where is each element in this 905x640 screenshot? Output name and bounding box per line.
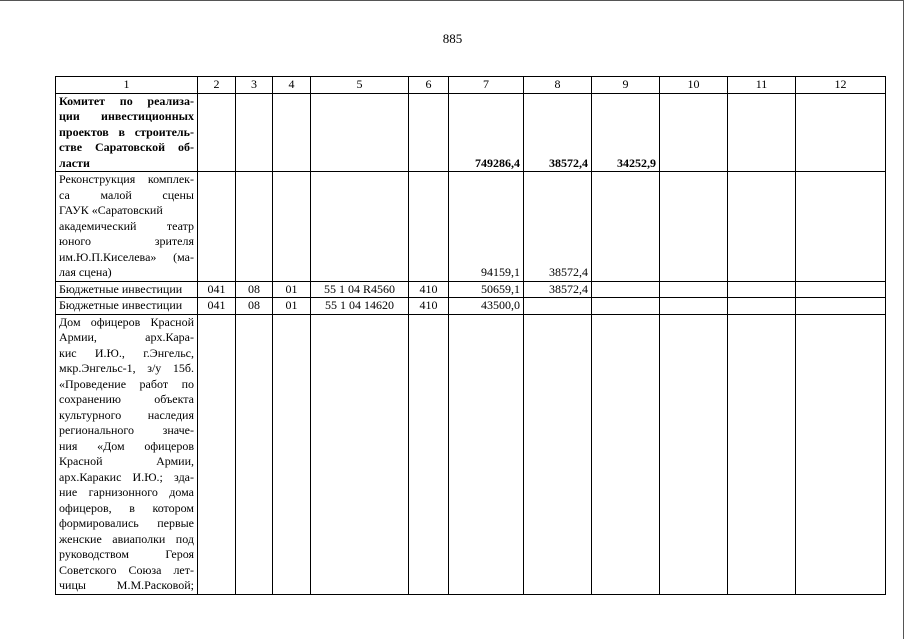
table-cell — [198, 314, 236, 594]
table-cell-amount: 43500,0 — [449, 298, 524, 315]
table-cell — [660, 93, 728, 172]
row-name-line: Комитет по реализа- — [59, 93, 194, 108]
row-name-line: ГАУК «Саратовский — [59, 203, 163, 217]
row-name-line: мкр.Энгельс-1, з/у 15б. — [59, 361, 194, 375]
column-header: 5 — [311, 77, 409, 94]
row-name-line: «Проведение работ по — [59, 376, 194, 391]
table-cell — [273, 314, 311, 594]
row-name-cell — [56, 172, 198, 282]
table-cell-amount: 34252,9 — [592, 93, 660, 172]
column-header: 2 — [198, 77, 236, 94]
table-cell-code: 08 — [236, 281, 273, 298]
row-name-line: сохранению объекта — [59, 392, 194, 406]
table-cell — [796, 281, 886, 298]
table-cell — [728, 93, 796, 172]
table-row-budget-investment — [56, 281, 886, 298]
table-cell — [409, 93, 449, 172]
table-row-project — [56, 314, 886, 594]
table-cell-amount: 38572,4 — [524, 172, 592, 282]
table-cell — [660, 298, 728, 315]
row-name-cell — [56, 93, 198, 172]
table-cell — [660, 281, 728, 298]
table-cell-amount — [524, 298, 592, 315]
column-header: 4 — [273, 77, 311, 94]
page-number: 885 — [442, 31, 463, 46]
row-name-line: академический театр — [59, 218, 194, 233]
table-cell — [236, 314, 273, 594]
table-cell-amount: 38572,4 — [524, 93, 592, 172]
row-name-line: стве Саратовской об- — [59, 140, 194, 154]
table-cell — [728, 314, 796, 594]
table-cell — [409, 172, 449, 282]
row-name-line: Бюджетные инвестиции — [59, 281, 183, 296]
column-header: 10 — [660, 77, 728, 94]
row-name-line: Бюджетные инвестиции — [59, 298, 183, 312]
table-row-project — [56, 172, 886, 282]
row-name-line: офицеров, в котором — [59, 500, 194, 515]
row-name-line: проектов в строитель- — [59, 124, 194, 139]
row-name-line: Реконструкция комплек- — [59, 172, 194, 186]
table-cell — [524, 314, 592, 594]
table-cell — [728, 172, 796, 282]
table-cell-code: 01 — [273, 298, 311, 315]
table-cell — [660, 172, 728, 282]
row-name-line: им.Ю.П.Киселева» (ма- — [59, 249, 194, 264]
row-name-line: ласти — [59, 155, 90, 170]
row-name-line: культурного наследия — [59, 407, 194, 422]
row-name-line: ние гарнизонного дома — [59, 485, 194, 499]
table-row-budget-investment — [56, 298, 886, 315]
table-cell — [592, 314, 660, 594]
table-cell — [796, 314, 886, 594]
table-cell — [273, 93, 311, 172]
column-header: 12 — [796, 77, 886, 94]
table-cell — [728, 281, 796, 298]
table-row-committee — [56, 93, 886, 172]
row-name-line: юного зрителя — [59, 234, 194, 248]
row-name-line: Советского Союза лет- — [59, 562, 194, 577]
table-cell-amount: 94159,1 — [449, 172, 524, 282]
row-name-line: ции инвестиционных — [59, 109, 194, 123]
row-name-line: формировались первые — [59, 516, 194, 530]
row-name-line: Дом офицеров Красной — [59, 314, 194, 329]
row-name-line: са малой сцены — [59, 187, 194, 202]
column-header: 1 — [56, 77, 198, 94]
column-header: 7 — [449, 77, 524, 94]
row-name-line: арх.Каракис И.Ю.; зда- — [59, 469, 194, 484]
table-cell — [311, 172, 409, 282]
table-cell — [198, 172, 236, 282]
table-cell — [796, 172, 886, 282]
row-name-line: ния «Дом офицеров — [59, 438, 194, 453]
row-name-line: женские авиаполки под — [59, 531, 194, 546]
table-cell — [311, 93, 409, 172]
row-name-line: руководством Героя — [59, 547, 194, 561]
table-cell — [409, 314, 449, 594]
table-cell — [796, 298, 886, 315]
table-cell — [796, 93, 886, 172]
row-name-line: Армии, арх.Кара- — [59, 330, 194, 344]
table-cell — [311, 314, 409, 594]
column-header: 11 — [728, 77, 796, 94]
table-cell — [198, 93, 236, 172]
row-name-line: Красной Армии, — [59, 454, 194, 468]
budget-table — [55, 76, 886, 595]
table-cell-amount: 50659,1 — [449, 281, 524, 298]
table-cell-code: 01 — [273, 281, 311, 298]
row-name-line: чицы М.М.Расковой; — [59, 578, 194, 592]
table-cell — [728, 298, 796, 315]
column-header: 8 — [524, 77, 592, 94]
table-cell-amount — [592, 281, 660, 298]
row-name-line: лая сцена) — [59, 265, 112, 279]
table-cell-amount: 749286,4 — [449, 93, 524, 172]
table-cell — [236, 172, 273, 282]
row-name-cell — [56, 281, 198, 298]
table-cell-amount — [592, 172, 660, 282]
table-cell-code: 55 1 04 14620 — [311, 298, 409, 315]
table-cell-amount: 38572,4 — [524, 281, 592, 298]
row-name-cell — [56, 314, 198, 594]
table-cell-code: 410 — [409, 281, 449, 298]
column-header: 3 — [236, 77, 273, 94]
table-cell-code: 08 — [236, 298, 273, 315]
column-header: 9 — [592, 77, 660, 94]
table-cell-amount — [592, 298, 660, 315]
row-name-line: кис И.Ю., г.Энгельс, — [59, 345, 194, 360]
column-header: 6 — [409, 77, 449, 94]
table-cell-code: 410 — [409, 298, 449, 315]
table-cell-code: 041 — [198, 298, 236, 315]
table-cell — [236, 93, 273, 172]
table-cell-code: 041 — [198, 281, 236, 298]
table-cell — [660, 314, 728, 594]
table-header-row — [56, 77, 886, 94]
table-cell-code: 55 1 04 R4560 — [311, 281, 409, 298]
row-name-line: регионального значе- — [59, 423, 194, 437]
row-name-cell — [56, 298, 198, 315]
table-cell — [273, 172, 311, 282]
table-cell — [449, 314, 524, 594]
